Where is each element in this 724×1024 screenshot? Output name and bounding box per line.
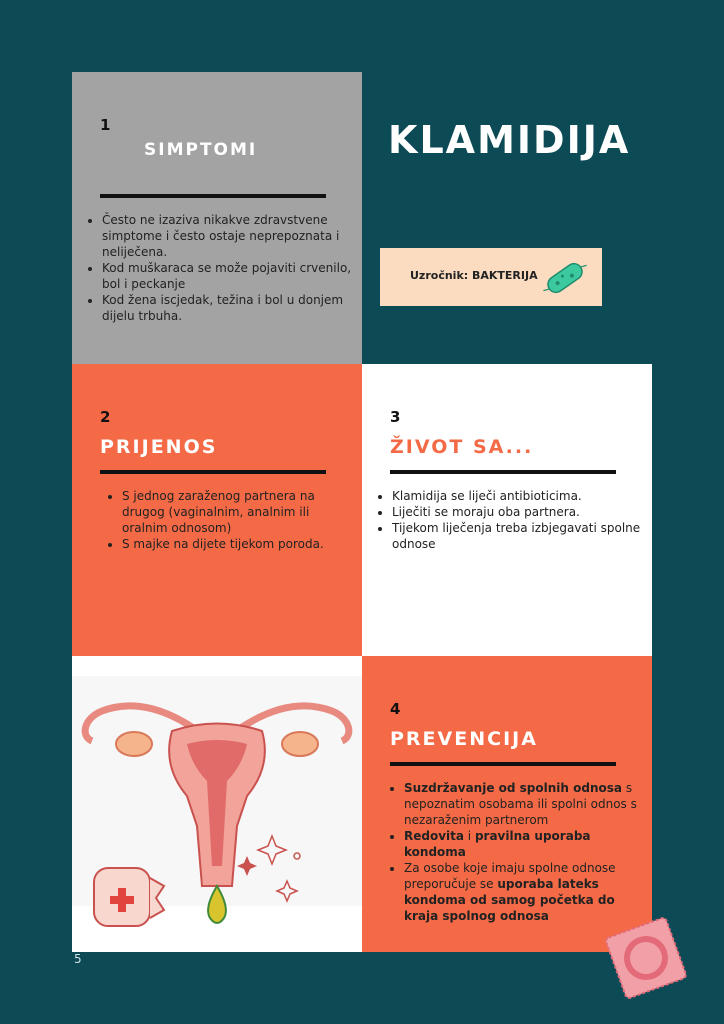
- living-with-panel: [362, 364, 652, 656]
- section-heading: SIMPTOMI: [144, 140, 258, 160]
- symptoms-list: [86, 212, 364, 324]
- page-number: 5: [74, 952, 82, 966]
- list-item: • Kod žena iscjedak, težina i bol u donjem dijelu trbuha.: [102, 292, 364, 324]
- illustration-panel: [72, 656, 362, 952]
- section-heading: ŽIVOT SA...: [390, 436, 534, 458]
- list-item: • Kod muškaraca se može pojaviti crvenilo, bol i peckanje: [102, 260, 364, 292]
- bacteria-icon: [540, 258, 590, 298]
- cause-label: Uzročnik: BAKTERIJA: [410, 269, 538, 282]
- list-item: • Često ne izaziva nikakve zdravstvene simptome i često ostaje neprepoznata i neliječena.: [102, 212, 364, 260]
- condom-wrapper-icon: [604, 916, 688, 1000]
- list-item: • Redovita i pravilna uporaba kondoma: [404, 828, 648, 860]
- section-number: 2: [100, 408, 111, 426]
- section-heading: PRIJENOS: [100, 436, 218, 458]
- list-item: • S majke na dijete tijekom poroda.: [122, 536, 354, 552]
- cause-box: [380, 248, 602, 306]
- divider: [100, 470, 326, 474]
- list-item: • Za osobe koje imaju spolne odnose preporučuje se uporaba lateks kondoma od samog početka do kraja spolnog odnosa: [404, 860, 648, 924]
- section-number: 4: [390, 700, 401, 718]
- symptoms-panel: [72, 72, 362, 364]
- list-item: • Suzdržavanje od spolnih odnosa s nepoznatim osobama ili spolni odnos s nezaraženim partnerom: [404, 780, 648, 828]
- uterus-illustration: [72, 656, 362, 952]
- transmission-panel: [72, 364, 362, 656]
- prevention-panel: [362, 656, 652, 952]
- transmission-list: [106, 488, 354, 552]
- page-title: KLAMIDIJA: [388, 118, 631, 162]
- section-number: 1: [100, 116, 111, 134]
- divider: [390, 470, 616, 474]
- list-item: • Klamidija se liječi antibioticima.: [392, 488, 658, 504]
- section-heading: PREVENCIJA: [390, 728, 538, 750]
- divider: [100, 194, 326, 198]
- living-list: [376, 488, 658, 552]
- list-item: • Tijekom liječenja treba izbjegavati spolne odnose: [392, 520, 658, 552]
- prevention-list: [388, 780, 648, 924]
- list-item: • S jednog zaraženog partnera na drugog (vaginalnim, analnim ili oralnim odnosom): [122, 488, 354, 536]
- list-item: • Liječiti se moraju oba partnera.: [392, 504, 658, 520]
- section-number: 3: [390, 408, 401, 426]
- divider: [390, 762, 616, 766]
